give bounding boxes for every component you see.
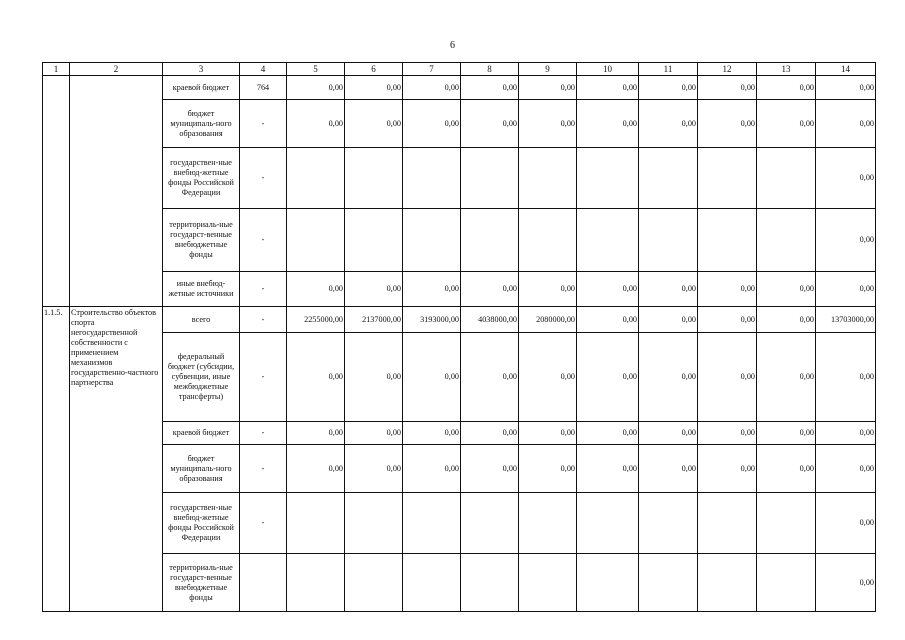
- funding-source: государствен-ные внебюд-жетные фонды Российской Федерации: [163, 148, 240, 209]
- amount-cell: 0,00: [698, 445, 757, 493]
- amount-cell: 0,00: [816, 76, 876, 100]
- amount-cell: 0,00: [577, 422, 639, 445]
- amount-cell: [757, 554, 816, 612]
- amount-cell: [403, 493, 461, 554]
- budget-code: -: [240, 493, 287, 554]
- amount-cell: 0,00: [639, 100, 698, 148]
- amount-cell: 0,00: [287, 333, 345, 422]
- column-number: 6: [345, 63, 403, 76]
- amount-cell: 0,00: [816, 333, 876, 422]
- amount-cell: 0,00: [519, 422, 577, 445]
- column-number: 8: [461, 63, 519, 76]
- amount-cell: [519, 554, 577, 612]
- amount-cell: [519, 209, 577, 272]
- amount-cell: 0,00: [639, 307, 698, 333]
- funding-source: территориаль-ные государст-венные внебюджетные фонды: [163, 554, 240, 612]
- column-number-row: [43, 63, 876, 76]
- budget-code: -: [240, 445, 287, 493]
- amount-cell: [698, 554, 757, 612]
- amount-cell: [287, 209, 345, 272]
- amount-cell: 0,00: [639, 76, 698, 100]
- amount-cell: 0,00: [345, 333, 403, 422]
- column-number: 10: [577, 63, 639, 76]
- amount-cell: 0,00: [287, 422, 345, 445]
- amount-cell: 0,00: [287, 100, 345, 148]
- amount-cell: 0,00: [287, 272, 345, 307]
- amount-cell: 0,00: [403, 76, 461, 100]
- budget-table: [42, 62, 876, 612]
- amount-cell: [403, 554, 461, 612]
- amount-cell: 0,00: [816, 100, 876, 148]
- amount-cell: 0,00: [577, 333, 639, 422]
- amount-cell: 0,00: [519, 272, 577, 307]
- funding-source: всего: [163, 307, 240, 333]
- amount-cell: 0,00: [757, 333, 816, 422]
- item-name-empty: [70, 76, 163, 307]
- amount-cell: [287, 148, 345, 209]
- page-number: 6: [450, 40, 455, 51]
- amount-cell: 0,00: [698, 307, 757, 333]
- amount-cell: 0,00: [698, 422, 757, 445]
- table-row: [43, 76, 876, 100]
- item-index: 1.1.5.: [43, 307, 70, 612]
- amount-cell: 0,00: [461, 100, 519, 148]
- amount-cell: 2080000,00: [519, 307, 577, 333]
- amount-cell: [519, 493, 577, 554]
- budget-code: -: [240, 307, 287, 333]
- amount-cell: 0,00: [461, 333, 519, 422]
- amount-cell: 0,00: [816, 554, 876, 612]
- column-number: 12: [698, 63, 757, 76]
- amount-cell: 0,00: [403, 445, 461, 493]
- column-number: 7: [403, 63, 461, 76]
- amount-cell: 4038000,00: [461, 307, 519, 333]
- amount-cell: 0,00: [461, 272, 519, 307]
- amount-cell: [639, 493, 698, 554]
- amount-cell: 0,00: [403, 422, 461, 445]
- funding-source: иные внебюд-жетные источники: [163, 272, 240, 307]
- budget-code: [240, 554, 287, 612]
- amount-cell: [698, 148, 757, 209]
- amount-cell: 0,00: [698, 76, 757, 100]
- amount-cell: [345, 493, 403, 554]
- funding-source: бюджет муниципаль-ного образования: [163, 100, 240, 148]
- column-number: 3: [163, 63, 240, 76]
- column-number: 2: [70, 63, 163, 76]
- amount-cell: 0,00: [698, 333, 757, 422]
- amount-cell: [698, 209, 757, 272]
- funding-source: краевой бюджет: [163, 422, 240, 445]
- amount-cell: 2255000,00: [287, 307, 345, 333]
- amount-cell: [577, 554, 639, 612]
- amount-cell: [757, 148, 816, 209]
- table-row: [43, 554, 876, 612]
- amount-cell: [639, 148, 698, 209]
- table-row: [43, 445, 876, 493]
- amount-cell: 0,00: [287, 76, 345, 100]
- funding-source: федеральный бюджет (субсидии, субвенции, иные межбюджетные трансферты): [163, 333, 240, 422]
- column-number: 14: [816, 63, 876, 76]
- amount-cell: 2137000,00: [345, 307, 403, 333]
- amount-cell: 0,00: [345, 422, 403, 445]
- funding-source: государствен-ные внебюд-жетные фонды Российской Федерации: [163, 493, 240, 554]
- amount-cell: 0,00: [639, 333, 698, 422]
- amount-cell: 0,00: [816, 209, 876, 272]
- amount-cell: [403, 209, 461, 272]
- amount-cell: 0,00: [461, 422, 519, 445]
- amount-cell: 0,00: [816, 148, 876, 209]
- table-row: [43, 307, 876, 333]
- amount-cell: 0,00: [639, 272, 698, 307]
- amount-cell: 0,00: [698, 100, 757, 148]
- amount-cell: [345, 209, 403, 272]
- amount-cell: 0,00: [757, 307, 816, 333]
- amount-cell: [577, 209, 639, 272]
- amount-cell: 0,00: [816, 272, 876, 307]
- amount-cell: 0,00: [403, 333, 461, 422]
- amount-cell: 0,00: [816, 493, 876, 554]
- funding-source: территориаль-ные государст-венные внебюджетные фонды: [163, 209, 240, 272]
- amount-cell: [698, 493, 757, 554]
- amount-cell: [287, 554, 345, 612]
- item-index-empty: [43, 76, 70, 307]
- amount-cell: 0,00: [345, 445, 403, 493]
- table-row: [43, 333, 876, 422]
- amount-cell: [577, 493, 639, 554]
- amount-cell: 0,00: [757, 272, 816, 307]
- amount-cell: 0,00: [639, 445, 698, 493]
- column-number: 13: [757, 63, 816, 76]
- amount-cell: 13703000,00: [816, 307, 876, 333]
- funding-source: краевой бюджет: [163, 76, 240, 100]
- table-row: [43, 493, 876, 554]
- item-name: Строительство объектов спорта негосударственной собственности с применением механизмов государственно-частного партнерства: [70, 307, 163, 612]
- amount-cell: 0,00: [757, 422, 816, 445]
- amount-cell: [461, 493, 519, 554]
- table-row: [43, 209, 876, 272]
- amount-cell: [757, 209, 816, 272]
- table-row: [43, 148, 876, 209]
- amount-cell: 0,00: [519, 100, 577, 148]
- amount-cell: [519, 148, 577, 209]
- amount-cell: 0,00: [519, 76, 577, 100]
- amount-cell: 0,00: [698, 272, 757, 307]
- amount-cell: 0,00: [577, 445, 639, 493]
- amount-cell: [345, 554, 403, 612]
- amount-cell: 0,00: [577, 307, 639, 333]
- amount-cell: 0,00: [757, 100, 816, 148]
- funding-source: бюджет муниципаль-ного образования: [163, 445, 240, 493]
- amount-cell: [577, 148, 639, 209]
- amount-cell: 3193000,00: [403, 307, 461, 333]
- amount-cell: [639, 554, 698, 612]
- amount-cell: [639, 209, 698, 272]
- amount-cell: [287, 493, 345, 554]
- budget-code: -: [240, 272, 287, 307]
- amount-cell: 0,00: [639, 422, 698, 445]
- amount-cell: 0,00: [519, 333, 577, 422]
- amount-cell: 0,00: [577, 272, 639, 307]
- amount-cell: 0,00: [461, 445, 519, 493]
- budget-code: -: [240, 422, 287, 445]
- amount-cell: 0,00: [577, 76, 639, 100]
- amount-cell: 0,00: [577, 100, 639, 148]
- amount-cell: 0,00: [757, 76, 816, 100]
- amount-cell: [461, 209, 519, 272]
- budget-code: -: [240, 100, 287, 148]
- amount-cell: [757, 493, 816, 554]
- budget-code: -: [240, 148, 287, 209]
- amount-cell: 0,00: [816, 445, 876, 493]
- amount-cell: 0,00: [403, 272, 461, 307]
- amount-cell: [461, 554, 519, 612]
- amount-cell: 0,00: [345, 272, 403, 307]
- budget-code: 764: [240, 76, 287, 100]
- amount-cell: 0,00: [403, 100, 461, 148]
- amount-cell: [403, 148, 461, 209]
- amount-cell: [345, 148, 403, 209]
- amount-cell: 0,00: [757, 445, 816, 493]
- amount-cell: 0,00: [345, 100, 403, 148]
- amount-cell: 0,00: [461, 76, 519, 100]
- column-number: 9: [519, 63, 577, 76]
- column-number: 4: [240, 63, 287, 76]
- budget-code: -: [240, 333, 287, 422]
- budget-code: -: [240, 209, 287, 272]
- column-number: 11: [639, 63, 698, 76]
- table-row: [43, 422, 876, 445]
- column-number: 5: [287, 63, 345, 76]
- column-number: 1: [43, 63, 70, 76]
- amount-cell: [461, 148, 519, 209]
- amount-cell: 0,00: [519, 445, 577, 493]
- table-row: [43, 272, 876, 307]
- amount-cell: 0,00: [345, 76, 403, 100]
- amount-cell: 0,00: [287, 445, 345, 493]
- table-row: [43, 100, 876, 148]
- amount-cell: 0,00: [816, 422, 876, 445]
